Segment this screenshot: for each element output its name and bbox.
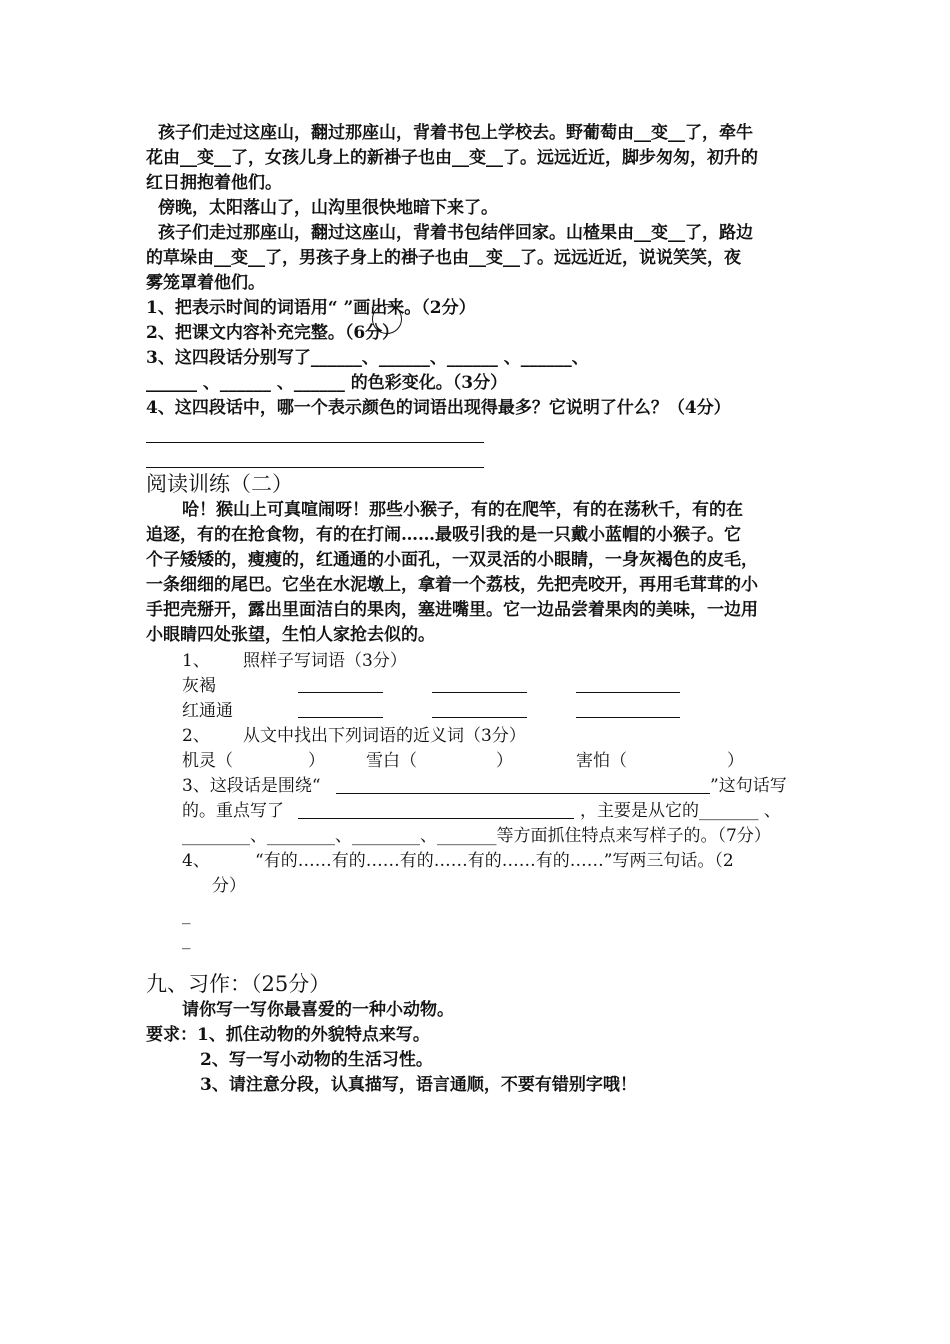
answer-line[interactable] — [576, 717, 680, 718]
answer-line[interactable] — [146, 467, 484, 468]
requirement: 3、请注意分段，认真描写，语言通顺，不要有错别字哦！ — [200, 1075, 637, 1095]
question-number: 2、 — [182, 726, 210, 746]
question-text: “有的……有的……有的……有的……有的……”写两三句话。（2 — [255, 851, 734, 871]
requirement: 要求：1、抓住动物的外貌特点来写。 — [146, 1025, 430, 1045]
question-2: 2、把课文内容补充完整。（6分） — [146, 323, 400, 343]
question-3-cont: ________、________、________、_______等方面抓住特点来写样子的。（7分） — [182, 826, 771, 846]
synonym-close: ） — [727, 751, 744, 771]
question-4: 4、这四段话中，哪一个表示颜色的词语出现得最多？它说明了什么？（4分） — [146, 398, 731, 418]
requirement: 2、写一写小动物的生活习性。 — [200, 1050, 433, 1070]
passage2-line: 哈！猴山上可真喧闹呀！那些小猴子，有的在爬竿，有的在荡秋千，有的在 — [182, 500, 743, 520]
passage1-line: 孩子们走过这座山，翻过那座山，背着书包上学校去。野葡萄由__变__了，牵牛 — [158, 123, 753, 143]
synonym-close: ） — [308, 751, 325, 771]
question-3: 3、这段话是围绕“ — [182, 776, 321, 796]
question-text-cont: 分） — [212, 876, 246, 896]
question-1: 1、把表示时间的词语用“ ”画出来。（2分） — [146, 298, 476, 318]
answer-line[interactable] — [146, 442, 484, 443]
question-3-cont: ，主要是从它的_______ 、 — [580, 801, 781, 821]
question-3-cont: 的。重点写了 — [182, 801, 284, 821]
passage1-line: 花由__变__了，女孩儿身上的新褂子也由__变__了。远远近近，脚步匆匆，初升的 — [146, 148, 758, 168]
answer-dash[interactable]: _ — [182, 930, 191, 950]
passage1-line: 孩子们走过那座山，翻过这座山，背着书包结伴回家。山楂果由__变__了，路边 — [158, 223, 753, 243]
passage2-line: 个子矮矮的，瘦瘦的，红通通的小面孔，一双灵活的小眼睛，一身灰褐色的皮毛， — [146, 550, 758, 570]
sample-word: 灰褐 — [182, 676, 216, 696]
passage2-line: 手把壳掰开，露出里面洁白的果肉，塞进嘴里。它一边品尝着果肉的美味，一边用 — [146, 600, 758, 620]
question-number: 1、 — [182, 651, 210, 671]
question-3: 3、这四段话分别写了______、______、______ 、______、 — [146, 348, 589, 368]
passage2-line: 小眼睛四处张望，生怕人家抢去似的。 — [146, 625, 435, 645]
section-title: 阅读训练（二） — [146, 472, 293, 496]
synonym-item: 雪白（ — [366, 751, 417, 771]
synonym-item: 害怕（ — [576, 751, 627, 771]
answer-line[interactable] — [432, 717, 527, 718]
answer-line[interactable] — [298, 717, 383, 718]
answer-line[interactable] — [298, 818, 574, 819]
passage2-line: 一条细细的尾巴。它坐在水泥墩上，拿着一个荔枝，先把壳咬开，再用毛茸茸的小 — [146, 575, 758, 595]
answer-line[interactable] — [432, 692, 527, 693]
passage1-line: 雾笼罩着他们。 — [146, 273, 265, 293]
answer-dash[interactable]: _ — [182, 905, 191, 925]
passage1-line: 傍晚，太阳落山了，山沟里很快地暗下来了。 — [158, 198, 498, 218]
question-number: 4、 — [182, 851, 210, 871]
synonym-item: 机灵（ — [182, 751, 233, 771]
passage2-line: 追逐，有的在抢食物，有的在打闹……最吸引我的是一只戴小蓝帽的小猴子。它 — [146, 525, 741, 545]
synonym-close: ） — [496, 751, 513, 771]
question-text: 从文中找出下列词语的近义词（3分） — [243, 726, 526, 746]
question-3-tail: ”这句话写 — [710, 776, 787, 796]
sample-word: 红通通 — [182, 701, 233, 721]
passage1-line: 红日拥抱着他们。 — [146, 173, 282, 193]
answer-line[interactable] — [336, 793, 710, 794]
question-text: 照样子写词语（3分） — [243, 651, 407, 671]
question-3-cont: ______ 、______ 、______ 的色彩变化。（3分） — [146, 373, 508, 393]
answer-line[interactable] — [576, 692, 680, 693]
passage1-line: 的草垛由__变__了，男孩子身上的褂子也由__变__了。远远近近，说说笑笑，夜 — [146, 248, 741, 268]
section-title: 九、习作：（25分） — [146, 972, 331, 996]
composition-prompt: 请你写一写你最喜爱的一种小动物。 — [182, 1000, 454, 1020]
answer-line[interactable] — [298, 692, 383, 693]
